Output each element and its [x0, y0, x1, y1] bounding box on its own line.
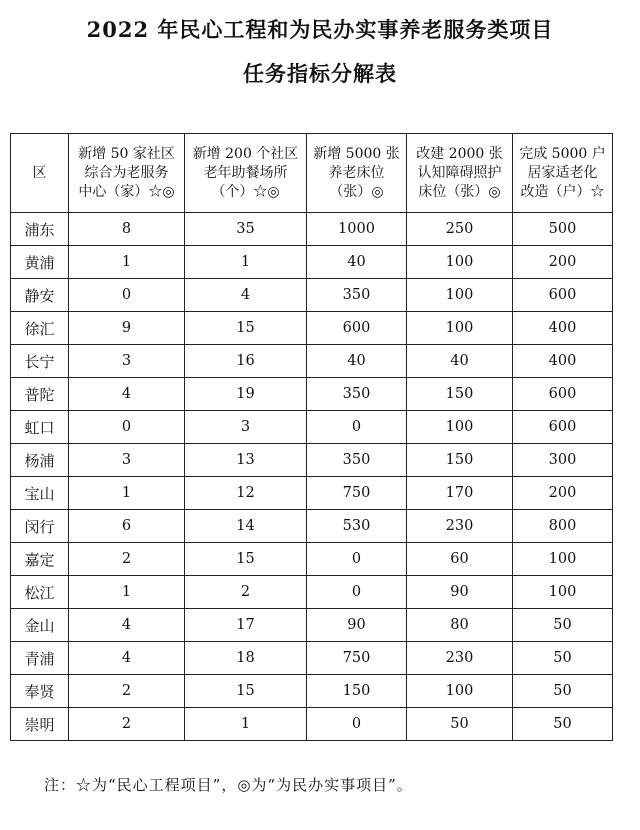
value-cell-elderly-beds: 750	[307, 477, 407, 510]
document-title-line-1: 2022 年民心工程和为民办实事养老服务类项目	[86, 17, 554, 42]
table-row	[11, 543, 613, 576]
value-cell-elderly-beds: 350	[307, 378, 407, 411]
table-row	[11, 675, 613, 708]
value-cell-home-renovation: 200	[513, 246, 613, 279]
district-name-cell: 崇明	[11, 708, 69, 741]
value-cell-community-centers: 0	[69, 411, 185, 444]
value-cell-meal-sites: 17	[185, 609, 307, 642]
column-header-line: 新增 200 个社区	[192, 145, 299, 162]
value-cell-home-renovation: 600	[513, 378, 613, 411]
value-cell-community-centers: 4	[69, 378, 185, 411]
value-cell-elderly-beds: 600	[307, 312, 407, 345]
district-name-cell: 宝山	[11, 477, 69, 510]
value-cell-home-renovation: 500	[513, 213, 613, 246]
column-header-line: 区	[32, 164, 47, 181]
value-cell-elderly-beds: 750	[307, 642, 407, 675]
value-cell-dementia-beds: 60	[407, 543, 513, 576]
value-cell-community-centers: 3	[69, 345, 185, 378]
footnote: 注：☆为“民心工程项目”，◎为“为民办实事项目”。	[44, 776, 413, 794]
value-cell-dementia-beds: 150	[407, 378, 513, 411]
district-name-cell: 长宁	[11, 345, 69, 378]
table-row	[11, 312, 613, 345]
value-cell-elderly-beds: 40	[307, 345, 407, 378]
value-cell-home-renovation: 50	[513, 675, 613, 708]
district-name-cell: 徐汇	[11, 312, 69, 345]
district-name-cell: 嘉定	[11, 543, 69, 576]
value-cell-community-centers: 2	[69, 543, 185, 576]
column-header-line: 老年助餐场所	[203, 164, 288, 181]
value-cell-meal-sites: 1	[185, 246, 307, 279]
value-cell-home-renovation: 50	[513, 642, 613, 675]
column-header-district	[11, 134, 69, 213]
value-cell-community-centers: 4	[69, 642, 185, 675]
value-cell-meal-sites: 13	[185, 444, 307, 477]
value-cell-community-centers: 1	[69, 576, 185, 609]
table-row	[11, 246, 613, 279]
table-header	[11, 134, 613, 213]
value-cell-meal-sites: 35	[185, 213, 307, 246]
value-cell-dementia-beds: 90	[407, 576, 513, 609]
value-cell-community-centers: 2	[69, 675, 185, 708]
column-header-line: 新增 5000 张	[313, 145, 400, 162]
column-header-line: 完成 5000 户	[519, 145, 606, 162]
value-cell-community-centers: 6	[69, 510, 185, 543]
table-row	[11, 411, 613, 444]
value-cell-community-centers: 1	[69, 246, 185, 279]
district-name-cell: 杨浦	[11, 444, 69, 477]
value-cell-meal-sites: 3	[185, 411, 307, 444]
value-cell-community-centers: 9	[69, 312, 185, 345]
district-name-cell: 静安	[11, 279, 69, 312]
table-row	[11, 642, 613, 675]
district-name-cell: 闵行	[11, 510, 69, 543]
value-cell-community-centers: 1	[69, 477, 185, 510]
column-header-meal-sites	[185, 134, 307, 213]
table-row	[11, 609, 613, 642]
value-cell-dementia-beds: 100	[407, 312, 513, 345]
column-header-home-renovation	[513, 134, 613, 213]
value-cell-elderly-beds: 40	[307, 246, 407, 279]
value-cell-meal-sites: 1	[185, 708, 307, 741]
table-row	[11, 510, 613, 543]
column-header-line: 认知障碍照护	[417, 164, 502, 181]
table-row	[11, 477, 613, 510]
value-cell-community-centers: 4	[69, 609, 185, 642]
value-cell-home-renovation: 400	[513, 345, 613, 378]
value-cell-home-renovation: 400	[513, 312, 613, 345]
column-header-elderly-beds	[307, 134, 407, 213]
value-cell-meal-sites: 16	[185, 345, 307, 378]
value-cell-elderly-beds: 0	[307, 411, 407, 444]
value-cell-meal-sites: 15	[185, 675, 307, 708]
value-cell-home-renovation: 600	[513, 411, 613, 444]
column-header-line: 改建 2000 张	[416, 145, 503, 162]
value-cell-dementia-beds: 40	[407, 345, 513, 378]
column-header-line: 养老床位	[328, 164, 385, 181]
value-cell-dementia-beds: 80	[407, 609, 513, 642]
value-cell-dementia-beds: 150	[407, 444, 513, 477]
value-cell-community-centers: 0	[69, 279, 185, 312]
table-row	[11, 708, 613, 741]
district-name-cell: 虹口	[11, 411, 69, 444]
value-cell-home-renovation: 600	[513, 279, 613, 312]
table-row	[11, 279, 613, 312]
value-cell-dementia-beds: 100	[407, 246, 513, 279]
value-cell-meal-sites: 14	[185, 510, 307, 543]
value-cell-home-renovation: 300	[513, 444, 613, 477]
table-row	[11, 576, 613, 609]
district-name-cell: 浦东	[11, 213, 69, 246]
value-cell-elderly-beds: 530	[307, 510, 407, 543]
column-header-line: 床位（张）◎	[418, 183, 501, 200]
task-indicator-table	[10, 133, 613, 741]
document-title-line-2: 任务指标分解表	[243, 61, 397, 86]
value-cell-dementia-beds: 100	[407, 279, 513, 312]
value-cell-dementia-beds: 100	[407, 411, 513, 444]
value-cell-elderly-beds: 90	[307, 609, 407, 642]
district-name-cell: 奉贤	[11, 675, 69, 708]
value-cell-elderly-beds: 350	[307, 444, 407, 477]
column-header-line: 居家适老化	[527, 164, 598, 181]
district-name-cell: 金山	[11, 609, 69, 642]
district-name-cell: 松江	[11, 576, 69, 609]
column-header-line: （张）◎	[329, 183, 384, 200]
column-header-line: 中心（家）☆◎	[78, 183, 175, 200]
value-cell-meal-sites: 18	[185, 642, 307, 675]
table-row	[11, 213, 613, 246]
value-cell-dementia-beds: 50	[407, 708, 513, 741]
value-cell-community-centers: 8	[69, 213, 185, 246]
value-cell-dementia-beds: 230	[407, 510, 513, 543]
value-cell-meal-sites: 2	[185, 576, 307, 609]
column-header-community-centers	[69, 134, 185, 213]
header-row	[11, 134, 613, 213]
district-name-cell: 普陀	[11, 378, 69, 411]
value-cell-meal-sites: 12	[185, 477, 307, 510]
value-cell-home-renovation: 50	[513, 708, 613, 741]
value-cell-elderly-beds: 0	[307, 576, 407, 609]
value-cell-meal-sites: 15	[185, 543, 307, 576]
value-cell-meal-sites: 4	[185, 279, 307, 312]
column-header-line: 改造（户）☆	[520, 183, 605, 200]
value-cell-dementia-beds: 230	[407, 642, 513, 675]
table-row	[11, 444, 613, 477]
value-cell-elderly-beds: 1000	[307, 213, 407, 246]
district-name-cell: 黄浦	[11, 246, 69, 279]
table-row	[11, 378, 613, 411]
column-header-line: 综合为老服务	[84, 164, 169, 181]
value-cell-elderly-beds: 150	[307, 675, 407, 708]
value-cell-community-centers: 3	[69, 444, 185, 477]
value-cell-dementia-beds: 100	[407, 675, 513, 708]
table-row	[11, 345, 613, 378]
column-header-line: （个）☆◎	[211, 183, 280, 200]
value-cell-community-centers: 2	[69, 708, 185, 741]
value-cell-home-renovation: 100	[513, 576, 613, 609]
value-cell-elderly-beds: 0	[307, 708, 407, 741]
value-cell-elderly-beds: 0	[307, 543, 407, 576]
value-cell-home-renovation: 200	[513, 477, 613, 510]
district-name-cell: 青浦	[11, 642, 69, 675]
column-header-line: 新增 50 家社区	[78, 145, 175, 162]
value-cell-home-renovation: 100	[513, 543, 613, 576]
value-cell-meal-sites: 19	[185, 378, 307, 411]
value-cell-elderly-beds: 350	[307, 279, 407, 312]
value-cell-meal-sites: 15	[185, 312, 307, 345]
value-cell-home-renovation: 50	[513, 609, 613, 642]
value-cell-home-renovation: 800	[513, 510, 613, 543]
value-cell-dementia-beds: 170	[407, 477, 513, 510]
column-header-dementia-beds	[407, 134, 513, 213]
value-cell-dementia-beds: 250	[407, 213, 513, 246]
table-body	[11, 213, 613, 741]
